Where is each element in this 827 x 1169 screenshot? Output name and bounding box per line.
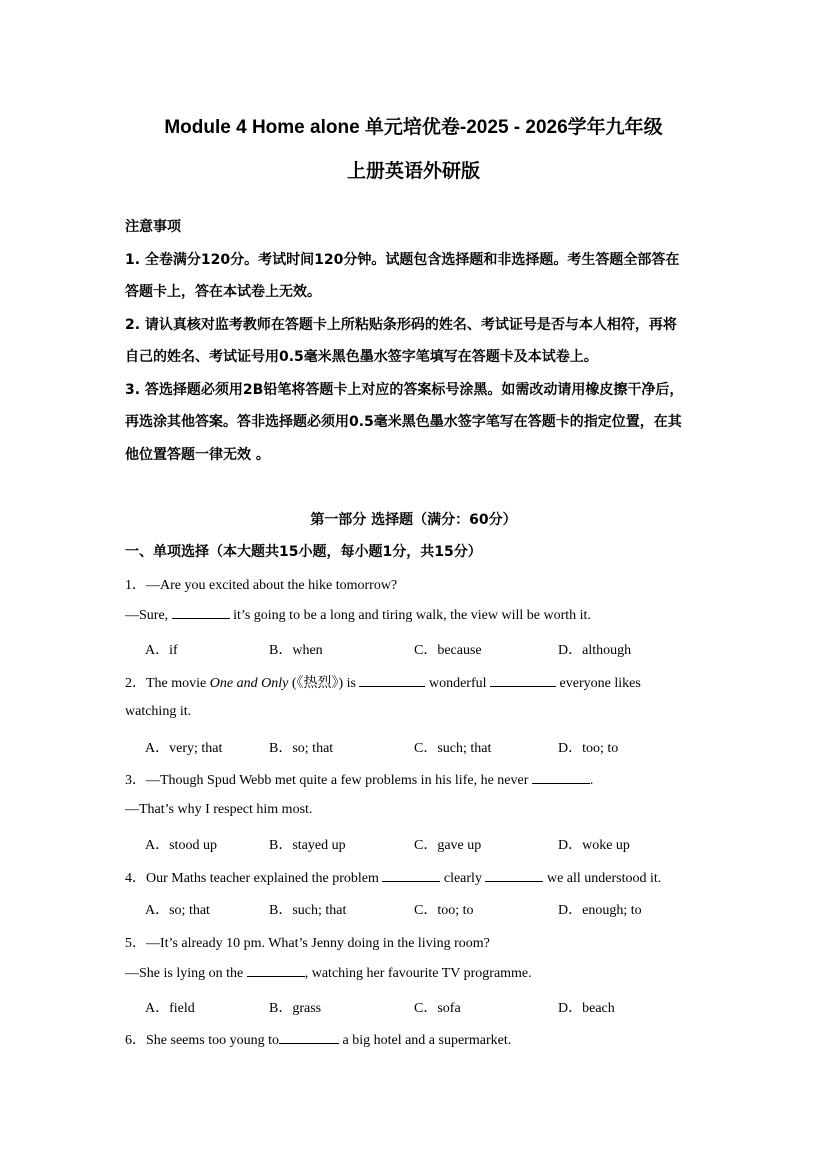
question-6-text-pre: 6．She seems too young to — [125, 1033, 279, 1048]
question-2-text-pre: 2．The movie — [125, 676, 210, 691]
question-2-text-mid: (《热烈》) is — [288, 676, 360, 691]
question-5-option-d: D．beach — [558, 1001, 615, 1016]
answer-blank — [532, 771, 590, 784]
question-3-option-c: C．gave up — [414, 838, 482, 853]
question-4-option-b: B．such; that — [269, 903, 347, 918]
exam-title-line2: 上册英语外研版 — [346, 161, 480, 182]
question-5-stem: 5．—It’s already 10 pm. What’s Jenny doing in the living room? — [125, 936, 490, 951]
part-title: 第一部分 选择题（满分：60分） — [310, 512, 517, 528]
question-3-text-pre: 3．—Though Spud Webb met quite a few problems in his life, he never — [125, 773, 532, 788]
notice-item3-line2: 再选涂其他答案。答非选择题必须用0.5毫米黑色墨水签字笔写在答题卡的指定位置，在其 — [125, 414, 682, 430]
question-4-text-mid: clearly — [440, 871, 486, 886]
question-5-text-pre: —She is lying on the — [125, 966, 247, 981]
notice-item2-line1: 2. 请认真核对监考教师在答题卡上所粘贴条形码的姓名、考试证号是否与本人相符，再将 — [125, 317, 677, 333]
section-title: 一、单项选择（本大题共15小题，每小题1分，共15分） — [125, 544, 482, 560]
question-4-text-pre: 4．Our Maths teacher explained the problem — [125, 871, 383, 886]
question-2-option-d: D．too; to — [558, 741, 619, 756]
notice-heading: 注意事项 — [125, 219, 181, 235]
question-3-text-post: . — [589, 773, 594, 788]
answer-blank — [490, 674, 556, 687]
exam-title-line1: Module 4 Home alone 单元培优卷-2025 - 2026学年九年级 — [164, 117, 663, 138]
question-4-option-a: A．so; that — [145, 903, 210, 918]
question-2-text-post: everyone likes — [556, 676, 641, 691]
question-2-option-a: A．very; that — [145, 741, 223, 756]
notice-item2-line2: 自己的姓名、考试证号用0.5毫米黑色墨水签字笔填写在答题卡及本试卷上。 — [125, 349, 598, 365]
question-5-option-b: B．grass — [269, 1001, 322, 1016]
question-5-answer-line — [125, 964, 532, 982]
notice-item3-line1: 3. 答选择题必须用2B铅笔将答题卡上对应的答案标号涂黑。如需改动请用橡皮擦干净后， — [125, 382, 684, 398]
question-2-continuation: watching it. — [125, 704, 192, 719]
question-4-stem — [125, 867, 661, 887]
question-3-stem — [125, 769, 593, 789]
question-2-option-c: C．such; that — [414, 741, 492, 756]
movie-title: One and Only — [209, 676, 289, 691]
question-5-option-c: C．sofa — [414, 1001, 461, 1016]
question-1-answer-line — [125, 606, 591, 624]
question-2-option-b: B．so; that — [269, 741, 334, 756]
answer-blank — [382, 869, 440, 882]
question-3-option-d: D．woke up — [558, 838, 630, 853]
question-1-option-b: B．when — [269, 643, 323, 658]
answer-blank — [172, 606, 230, 619]
question-5-option-a: A．field — [145, 1001, 195, 1016]
question-6-stem — [125, 1029, 511, 1049]
question-1-text-post: it’s going to be a long and tiring walk, the view will be worth it. — [229, 608, 591, 623]
question-2-text-mid2: wonderful — [425, 676, 491, 691]
answer-blank — [247, 964, 305, 977]
notice-item1-line2: 答题卡上，答在本试卷上无效。 — [125, 284, 321, 300]
question-1-option-c: C．because — [414, 643, 482, 658]
question-1-option-d: D．although — [558, 643, 632, 658]
question-1-option-a: A．if — [145, 643, 178, 658]
question-2-stem — [125, 672, 641, 692]
question-4-option-c: C．too; to — [414, 903, 474, 918]
question-5-text-post: , watching her favourite TV programme. — [304, 966, 532, 981]
question-4-option-d: D．enough; to — [558, 903, 642, 918]
question-3-option-a: A．stood up — [145, 838, 217, 853]
answer-blank — [279, 1031, 339, 1044]
question-1-text-pre: —Sure, — [125, 608, 172, 623]
question-4-text-post: we all understood it. — [543, 871, 662, 886]
answer-blank — [359, 674, 425, 687]
question-3-response: —That’s why I respect him most. — [125, 802, 313, 817]
question-6-text-post: a big hotel and a supermarket. — [339, 1033, 512, 1048]
notice-item1-line1: 1. 全卷满分120分。考试时间120分钟。试题包含选择题和非选择题。考生答题全部答在 — [125, 252, 680, 268]
question-3-option-b: B．stayed up — [269, 838, 346, 853]
question-1-stem: 1．—Are you excited about the hike tomorrow? — [125, 578, 398, 593]
answer-blank — [485, 869, 543, 882]
notice-item3-line3: 他位置答题一律无效 。 — [125, 447, 270, 463]
